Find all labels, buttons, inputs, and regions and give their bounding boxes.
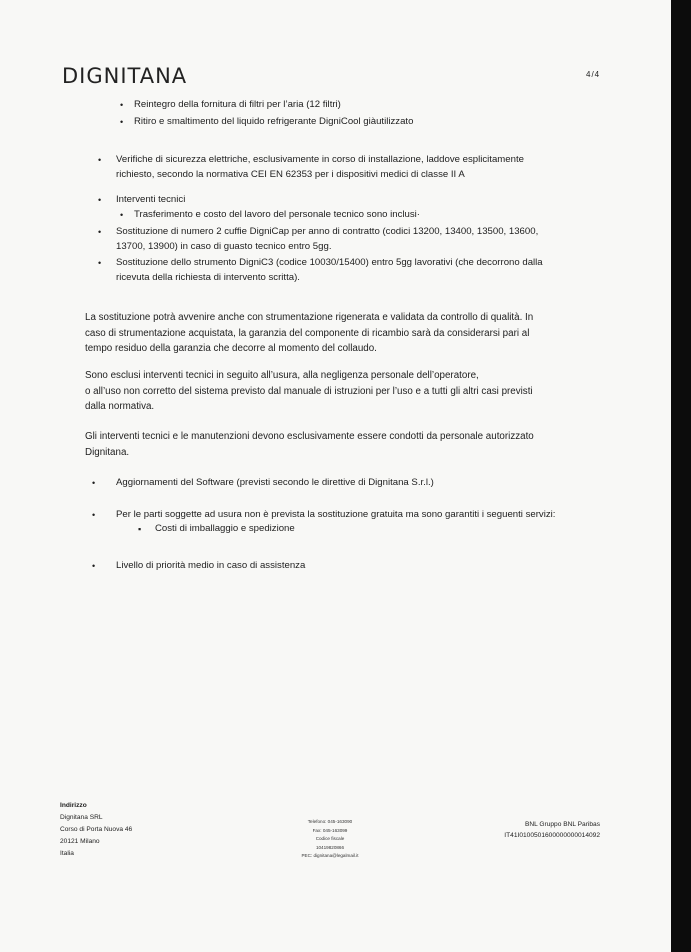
paragraph xyxy=(85,310,605,357)
paragraph xyxy=(85,368,605,415)
footer-country: Italia xyxy=(60,850,74,857)
list-item: Interventi tecnici xyxy=(116,194,186,205)
bullet-icon: • xyxy=(120,117,124,127)
footer-tax-label: Codice fiscale xyxy=(315,836,345,841)
list-subitem: Reintegro della fornitura di filtri per l’aria (12 filtri) xyxy=(134,99,341,110)
footer-street: Corso di Porta Nuova 46 xyxy=(60,826,133,833)
bullet-icon: • xyxy=(98,258,102,268)
list-item-line: Sostituzione di numero 2 cuffie DigniCap per anno di contratto (codici 13200, 13400, 13500, 13600, xyxy=(116,226,539,237)
paragraph-line: dalla normativa. xyxy=(85,401,155,412)
paragraph-line: Dignitana. xyxy=(85,446,130,458)
paragraph-line: Gli interventi tecnici e le manutenzioni devono esclusivamente essere condotti da personale autorizzato xyxy=(85,431,534,442)
list-item: Per le parti soggette ad usura non è prevista la sostituzione gratuita ma sono garantiti i seguenti servizi: xyxy=(116,509,556,520)
page-number: 4/4 xyxy=(586,70,601,79)
paragraph-line: Sono esclusi interventi tecnici in seguito all’usura, alla negligenza personale dell’operatore, xyxy=(85,370,479,381)
footer-fax: Fax: 045-163099 xyxy=(312,827,348,833)
list-item: Aggiornamenti del Software (previsti secondo le direttive di Dignitana S.r.l.) xyxy=(116,477,434,488)
bullet-icon: ▪ xyxy=(138,524,142,534)
company-logo: DIGNITANA xyxy=(62,64,188,88)
list-item-line: 13700, 13900) in caso di guasto tecnico entro 5gg. xyxy=(116,241,332,252)
footer-address xyxy=(60,800,132,860)
footer-city: 20121 Milano xyxy=(60,838,100,845)
list-item-line: Sostituzione dello strumento DigniC3 (codice 10030/15400) entro 5gg lavorativi (che decorrono dalla xyxy=(116,257,543,268)
list-subitem: Ritiro e smaltimento del liquido refrigerante DigniCool giàutilizzato xyxy=(134,116,414,127)
paragraph-line: La sostituzione potrà avvenire anche con strumentazione rigenerata e validata da controllo di qualità. In xyxy=(85,312,534,323)
bullet-icon: • xyxy=(92,561,96,571)
footer-tax-code: 10419820866 xyxy=(315,844,345,850)
bullet-icon: • xyxy=(98,227,102,237)
bullet-icon: • xyxy=(120,210,124,220)
footer-phone: Telefono: 045-163090 xyxy=(307,819,353,824)
scan-edge xyxy=(671,0,691,952)
paragraph xyxy=(85,429,605,460)
bullet-icon: • xyxy=(92,510,96,520)
footer-bank-name: BNL Gruppo BNL Paribas xyxy=(524,821,600,828)
list-item: Livello di priorità medio in caso di assistenza xyxy=(116,560,306,571)
bullet-icon: • xyxy=(98,195,102,205)
list-item-line: Verifiche di sicurezza elettriche, esclusivamente in corso di installazione, laddove esplicitamente xyxy=(116,154,524,165)
paragraph-line: o all’uso non corretto del sistema previsto dal manuale di istruzioni per l’uso e a tutti gli altri casi previsti xyxy=(85,385,533,397)
list-item-line: richiesto, secondo la normativa CEI EN 62353 per i dispositivi medici di classe II A xyxy=(116,169,465,180)
paragraph-line: caso di strumentazione acquistata, la garanzia del componente di ricambio sarà da considerarsi pari al xyxy=(85,327,530,339)
footer-contacts xyxy=(280,818,380,861)
footer-iban: IT41I0100501600000000014092 xyxy=(504,832,600,839)
bullet-icon: • xyxy=(98,155,102,165)
footer-company: Dignitana SRL xyxy=(60,814,103,821)
bullet-icon: • xyxy=(120,100,124,110)
list-subitem: Trasferimento e costo del lavoro del personale tecnico sono inclusi· xyxy=(134,209,421,220)
list-item-line: ricevuta della richiesta di intervento scritta). xyxy=(116,272,300,283)
footer-bank xyxy=(470,819,600,841)
paragraph-line: tempo residuo della garanzia che decorre al momento del collaudo. xyxy=(85,343,377,354)
list-subitem: Costi di imballaggio e spedizione xyxy=(155,523,295,534)
footer-pec: PEC: dignitana@legalmail.it xyxy=(301,853,359,858)
bullet-icon: • xyxy=(92,478,96,488)
footer-heading: Indirizzo xyxy=(60,802,87,809)
